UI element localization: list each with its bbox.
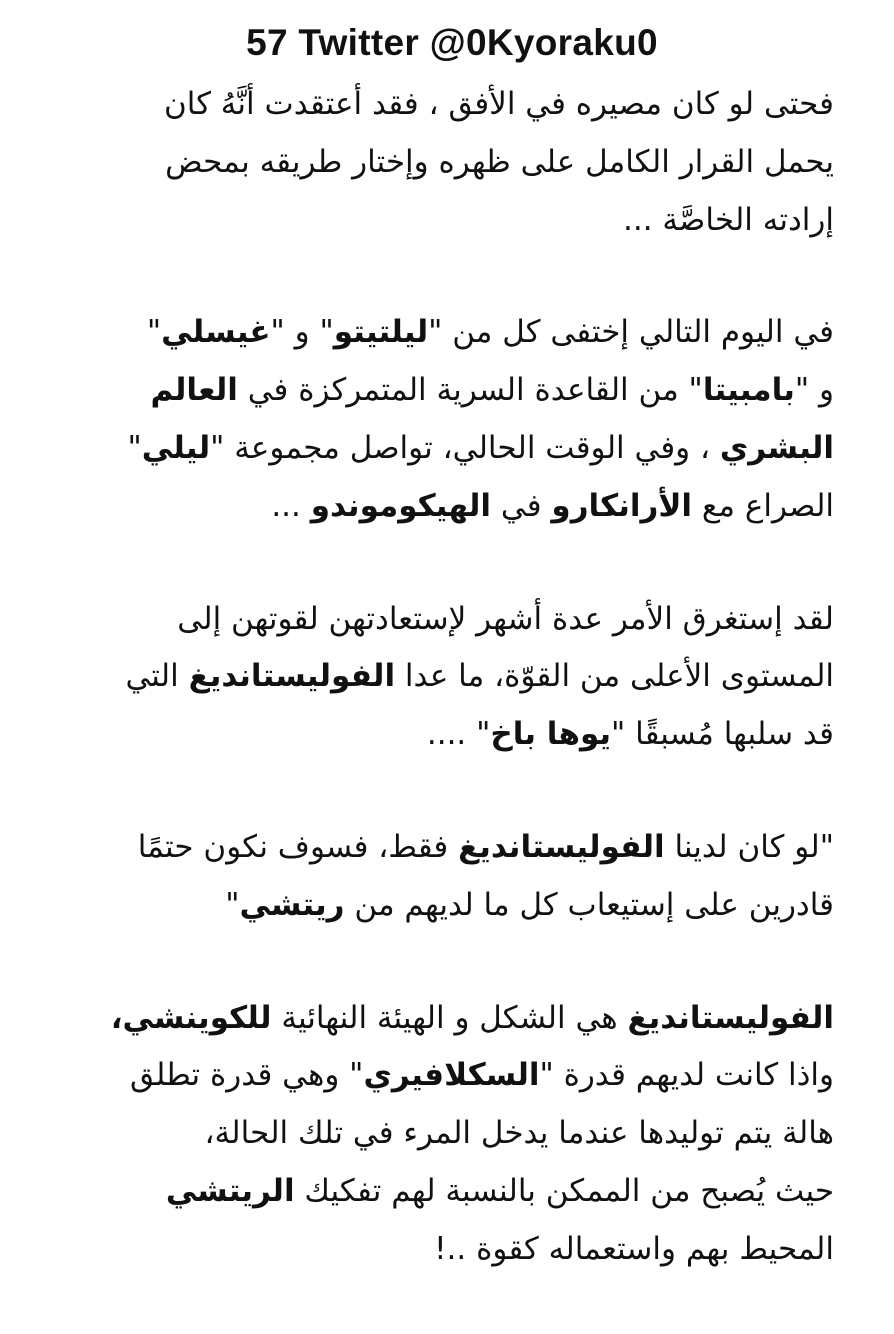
- text-segment: في اليوم التالي إختفى كل من ": [428, 314, 834, 351]
- paragraph: [70, 304, 834, 535]
- text-line: [70, 362, 834, 420]
- text-segment: ...: [271, 487, 311, 524]
- bold-term: للكوينشي،: [110, 999, 272, 1036]
- bold-term: الأرانكارو: [551, 487, 693, 524]
- text-segment: حيث يُصبح من الممكن بالنسبة لهم تفكيك: [294, 1172, 834, 1209]
- text-segment: لقد إستغرق الأمر عدة أشهر لإستعادتهن لقوتهن إلى: [177, 600, 834, 637]
- page: [70, 0, 834, 1267]
- text-segment: ": [146, 314, 162, 351]
- paragraph: [70, 990, 834, 1279]
- text-segment: هي الشكل و الهيئة النهائية: [271, 999, 628, 1036]
- text-segment: "لو كان لدينا: [664, 828, 834, 865]
- text-segment: التي: [125, 658, 189, 695]
- paragraph: [70, 76, 834, 249]
- text-line: [70, 304, 834, 362]
- text-segment: قادرين على إستيعاب كل ما لديهم من: [344, 886, 834, 923]
- text-line: [70, 134, 834, 192]
- bold-term: يوها باخ: [490, 716, 612, 753]
- text-line: [70, 990, 834, 1048]
- text-segment: ": [127, 429, 142, 466]
- text-segment: ": [225, 886, 240, 923]
- bold-term: الفوليستانديغ: [188, 658, 396, 695]
- text-line: [70, 591, 834, 649]
- text-line: [70, 1047, 834, 1105]
- text-segment: قد سلبها مُسبقًا ": [611, 716, 834, 753]
- text-segment: " من القاعدة السرية المتمركزة في: [237, 372, 703, 409]
- text-segment: يحمل القرار الكامل على ظهره وإختار طريقه بمحض: [165, 143, 834, 180]
- bold-term: العالم: [150, 372, 238, 409]
- text-line: [70, 420, 834, 478]
- text-line: [70, 819, 834, 877]
- text-line: [70, 1163, 834, 1221]
- text-segment: في: [491, 487, 552, 524]
- text-segment: واذا كانت لديهم قدرة ": [539, 1057, 834, 1094]
- text-line: [70, 1105, 834, 1163]
- text-line: [70, 706, 834, 764]
- bold-term: غيسلي: [161, 314, 271, 351]
- bold-term: ليلتيتو: [333, 314, 429, 351]
- text-segment: " وهي قدرة تطلق: [129, 1057, 364, 1094]
- bold-term: الفوليستانديغ: [627, 999, 834, 1036]
- text-segment: " و ": [270, 314, 334, 351]
- page-title: 57 Twitter @0Kyoraku0: [246, 22, 658, 63]
- text-line: [70, 1221, 834, 1279]
- text-line: [70, 76, 834, 134]
- bold-term: الريتشي: [165, 1172, 295, 1209]
- text-segment: هالة يتم توليدها عندما يدخل المرء في تلك الحالة،: [204, 1115, 834, 1152]
- bold-term: السكلافيري: [363, 1057, 540, 1094]
- paragraph: [70, 819, 834, 935]
- text-line: [70, 648, 834, 706]
- text-segment: و ": [794, 372, 834, 409]
- text-segment: فقط، فسوف نكون حتمًا: [137, 828, 459, 865]
- text-segment: المحيط بهم واستعماله كقوة ..!: [434, 1230, 834, 1267]
- text-line: [70, 478, 834, 536]
- paragraph: [70, 591, 834, 764]
- text-segment: إرادته الخاصَّة ...: [623, 201, 834, 238]
- bold-term: الهيكوموندو: [310, 487, 492, 524]
- text-segment: الصراع مع: [692, 487, 834, 524]
- article-body: [70, 76, 834, 1334]
- bold-term: بامبيتا: [702, 372, 795, 409]
- bold-term: البشري: [719, 429, 834, 466]
- bold-term: ليلي: [141, 429, 211, 466]
- text-segment: المستوى الأعلى من القوّة، ما عدا: [395, 658, 834, 695]
- text-segment: " ....: [426, 716, 491, 753]
- bold-term: ريتشي: [239, 886, 345, 923]
- text-line: [70, 192, 834, 250]
- text-segment: ، وفي الوقت الحالي، تواصل مجموعة ": [210, 429, 720, 466]
- text-segment: فحتى لو كان مصيره في الأفق ، فقد أعتقدت أنَّهُ كان: [163, 86, 834, 122]
- text-line: [70, 877, 834, 935]
- bold-term: الفوليستانديغ: [458, 828, 665, 865]
